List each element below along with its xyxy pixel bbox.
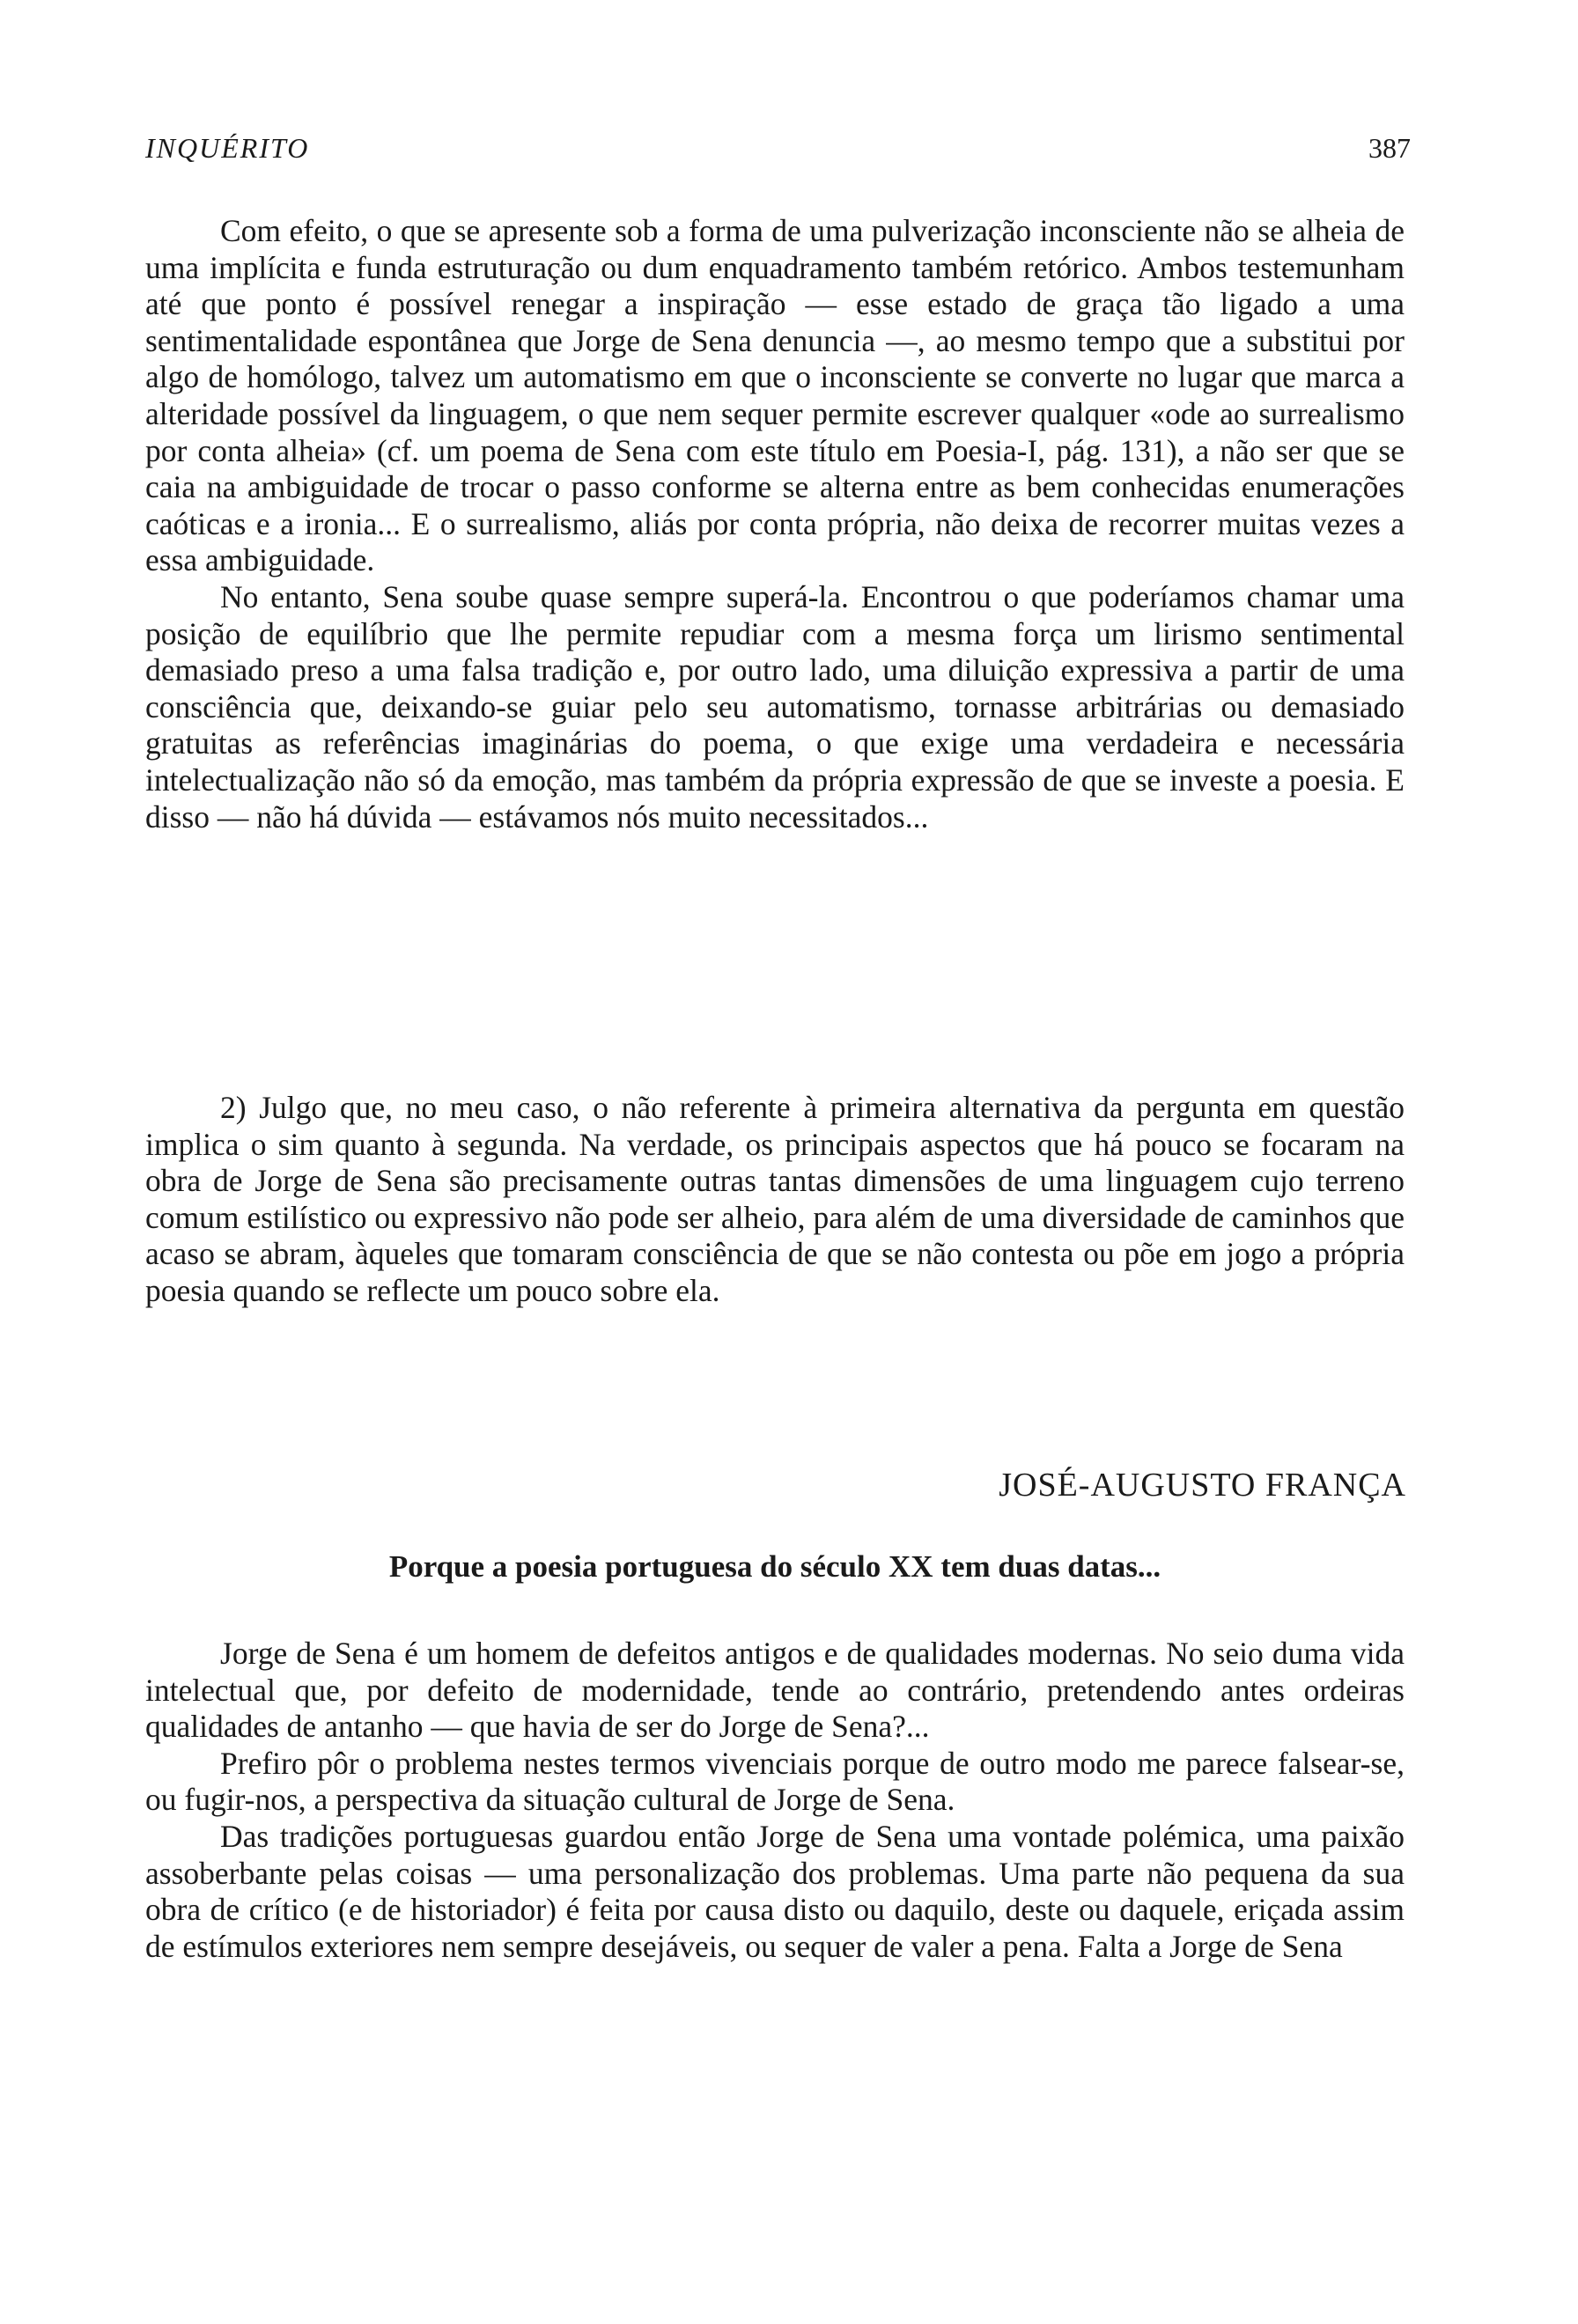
numbered-answer: [145, 1090, 1405, 1310]
paragraph: Das tradições portuguesas guardou então Jorge de Sena uma vontade polémica, uma paixão assoberbante pelas coisas — uma personalização dos problemas. Uma parte não pequena da sua obra de crítico (e de historiador) é feita por causa disto ou daquilo, deste ou daquele, eriçada assim de estímulos exteriores nem sempre desejáveis, ou sequer de valer a pena. Falta a Jorge de Sena: [145, 1818, 1405, 1964]
page-number: 387: [1368, 132, 1411, 164]
essay-continuation: [145, 213, 1405, 835]
running-title: INQUÉRITO: [145, 132, 310, 164]
article-title: Porque a poesia portuguesa do século XX tem duas datas...: [388, 1549, 1161, 1584]
paragraph: Jorge de Sena é um homem de defeitos antigos e de qualidades modernas. No seio duma vida intelectual que, por defeito de modernidade, tende ao contrário, pretendendo antes ordeiras qualidades de antanho — que havia de ser do Jorge de Sena?...: [145, 1636, 1405, 1745]
paragraph: 2) Julgo que, no meu caso, o não referente à primeira alternativa da pergunta em questão implica o sim quanto à segunda. Na verdade, os principais aspectos que há pouco se focaram na obra de Jorge de Sena são precisamente outras tantas dimensões de uma linguagem cujo terreno comum estilístico ou expressivo não pode ser alheio, para além de uma diversidade de caminhos que acaso se abram, àqueles que tomaram consciência de que se não contesta ou põe em jogo a própria poesia quando se reflecte um pouco sobre ela.: [145, 1090, 1405, 1308]
paragraph: Prefiro pôr o problema nestes termos vivenciais porque de outro modo me parece falsear-se, ou fugir-nos, a perspectiva da situação cultural de Jorge de Sena.: [145, 1745, 1405, 1818]
paragraph: Com efeito, o que se apresente sob a forma de uma pulverização inconsciente não se alheia de uma implícita e funda estruturação ou dum enquadramento também retórico. Ambos testemunham até que ponto é possível renegar a inspiração — esse estado de graça tão ligado a uma sentimentalidade espontânea que Jorge de Sena denuncia —, ao mesmo tempo que a substitui por algo de homólogo, talvez um automatismo em que o inconsciente se converte no lugar que marca a alteridade possível da linguagem, o que nem sequer permite escrever qualquer «ode ao surrealismo por conta alheia» (cf. um poema de Sena com este título em Poesia-I, pág. 131), a não ser que se caia na ambiguidade de trocar o passo conforme se alterna entre as bem conhecidas enumerações caóticas e a ironia... E o surrealismo, aliás por conta própria, não deixa de recorrer muitas vezes a essa ambiguidade.: [145, 213, 1405, 578]
paragraph: No entanto, Sena soube quase sempre superá-la. Encontrou o que poderíamos chamar uma posição de equilíbrio que lhe permite repudiar com a mesma força um lirismo sentimental demasiado preso a uma falsa tradição e, por outro lado, uma diluição expressiva a partir de uma consciência que, deixando-se guiar pelo seu automatismo, tornasse arbitrárias ou demasiado gratuitas as referências imaginárias do poema, o que exige uma verdadeira e necessária intelectualização não só da emoção, mas também da própria expressão de que se investe a poesia. E disso — não há dúvida — estávamos nós muito necessitados...: [145, 578, 1405, 835]
article-body: [145, 1636, 1405, 1965]
author-name: JOSÉ-AUGUSTO FRANÇA: [999, 1467, 1406, 1504]
